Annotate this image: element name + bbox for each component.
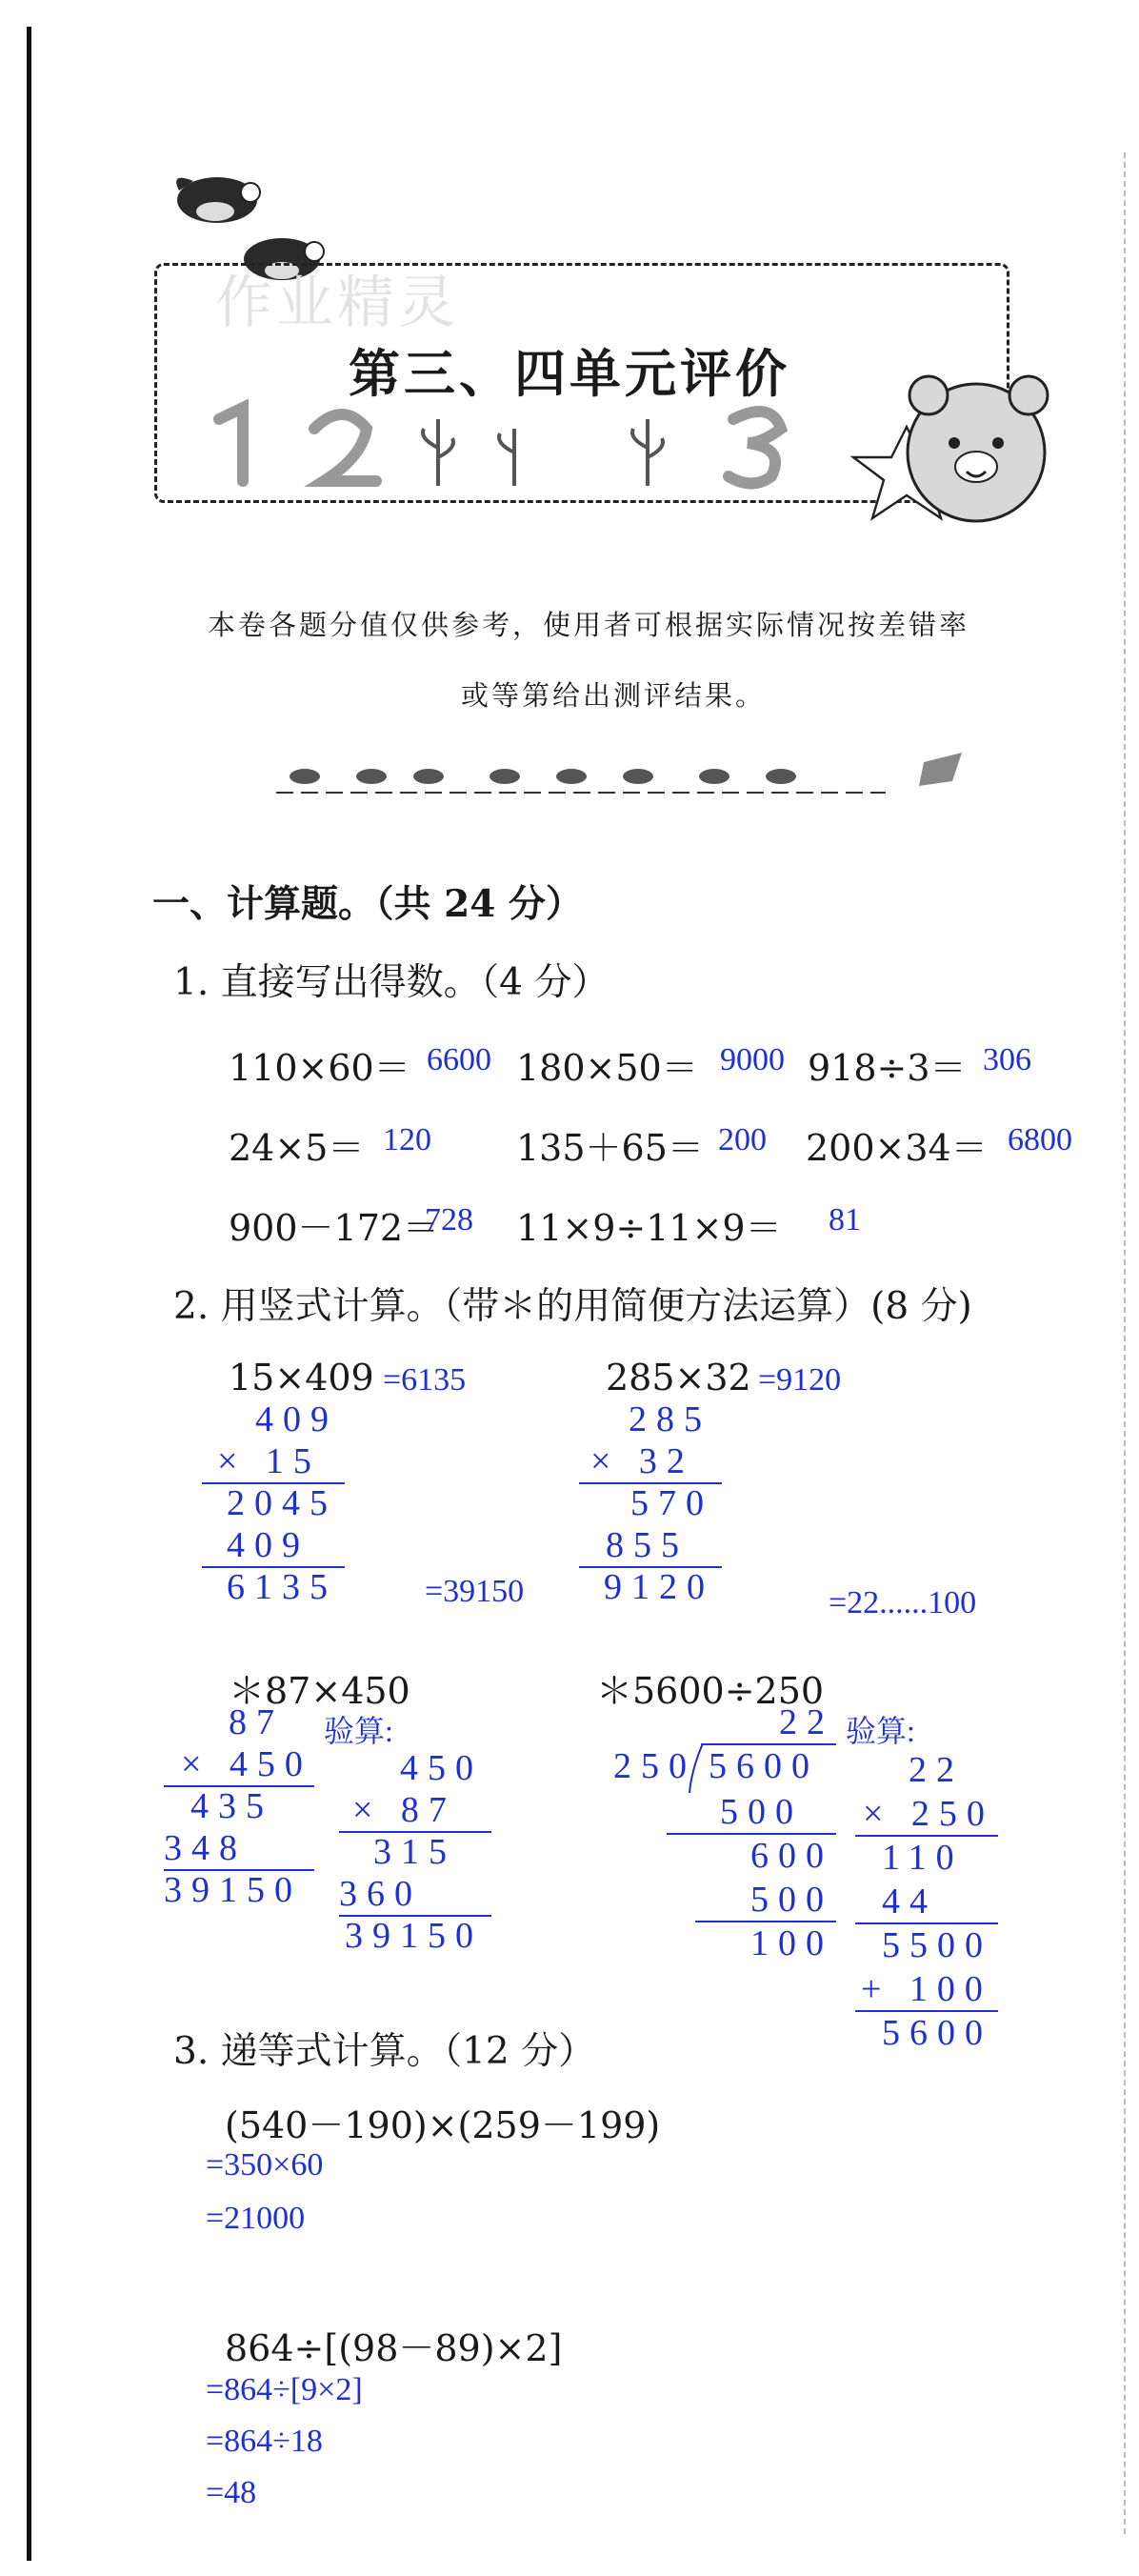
q2-p2-row: 285 (629, 1399, 711, 1439)
q2-p4-dividend: 5600 (709, 1746, 819, 1786)
q3-p2-step: =864÷[9×2] (206, 2372, 363, 2407)
q2-p2-row: 9120 (604, 1567, 714, 1607)
q2-p4-check-row: 44 (882, 1882, 937, 1922)
q2-label: 2. 用竖式计算。（带＊的用简便方法运算）(8 分) (173, 1285, 972, 1328)
q1-expr-5: 135＋65＝ (516, 1127, 704, 1169)
q3-p1-expr: (540－190)×(259－199) (225, 2104, 661, 2146)
q1-ans-8: 81 (829, 1202, 861, 1238)
q2-p3-expr: ＊87×450 (229, 1670, 410, 1712)
q2-p2-ans: =9120 (758, 1362, 842, 1398)
q1-expr-7: 900－172＝ (229, 1207, 440, 1249)
q2-p3-row: 87 (229, 1702, 284, 1742)
q2-p3-check-row: × 87 (352, 1790, 456, 1830)
q1-ans-5: 200 (718, 1122, 767, 1157)
q1-ans-7: 728 (425, 1202, 473, 1238)
q2-p1-row: 409 (227, 1525, 310, 1565)
bear-star-illustration (838, 362, 1076, 572)
q2-p3-check-label: 验算: (324, 1714, 393, 1748)
section-heading: 一、计算题。（共 24 分） (152, 882, 583, 926)
q2-p4-check-row: 5600 (882, 2013, 992, 2053)
page-title: 第三、四单元评价 (349, 343, 790, 404)
note-line-2: 或等第给出测评结果。 (461, 679, 767, 712)
q2-p4-check-row: + 100 (861, 1969, 992, 2009)
q1-ans-3: 306 (983, 1042, 1031, 1077)
q2-p3-row: 348 (164, 1828, 247, 1868)
q3-label: 3. 递等式计算。（12 分） (173, 2030, 596, 2073)
q2-p1-row: 409 (255, 1399, 338, 1439)
q2-p2-expr: 285×32 (606, 1357, 751, 1399)
q2-p3-check-row: 39150 (345, 1916, 483, 1956)
q2-p3-check-row: 360 (339, 1874, 422, 1914)
page-edge-bar (27, 27, 31, 2561)
q1-ans-6: 6800 (1008, 1122, 1072, 1157)
q2-p2-row: × 32 (590, 1441, 694, 1481)
q1-ans-2: 9000 (720, 1042, 785, 1077)
q2-p3-row: 39150 (164, 1870, 302, 1910)
q2-p4-check-row: 110 (882, 1838, 964, 1878)
q1-expr-1: 110×60＝ (229, 1047, 410, 1089)
q2-p4-expr: ＊5600÷250 (596, 1670, 825, 1712)
q2-p1-ans: =6135 (383, 1362, 467, 1398)
q2-p4-quotient: 22 (779, 1702, 834, 1742)
q3-p2-expr: 864÷[(98－89)×2] (225, 2327, 563, 2369)
q2-p2-row: 570 (630, 1483, 713, 1523)
q1-expr-2: 180×50＝ (516, 1047, 698, 1089)
note-line-1: 本卷各题分值仅供参考，使用者可根据实际情况按差错率 (208, 609, 970, 641)
q2-p1-expr: 15×409 (229, 1357, 374, 1399)
q2-p3-row: 435 (190, 1786, 273, 1826)
q2-p4-row: 100 (750, 1923, 833, 1963)
sprouts-divider (276, 734, 971, 810)
q2-p4-check-row: 5500 (882, 1925, 992, 1965)
q3-p2-step: =48 (206, 2475, 257, 2510)
q2-p4-check-row: 22 (909, 1750, 964, 1790)
binding-dashed-line (1124, 152, 1126, 2534)
q2-p4-row: 500 (720, 1792, 803, 1832)
q1-expr-6: 200×34＝ (806, 1127, 988, 1169)
q1-ans-4: 120 (383, 1122, 431, 1157)
q2-p1-row: 2045 (227, 1483, 337, 1523)
q2-p3-check-row: 315 (373, 1832, 456, 1872)
q1-ans-1: 6600 (427, 1042, 491, 1077)
q2-p4-check-row: × 250 (863, 1794, 994, 1834)
q2-p3-check-row: 450 (400, 1748, 483, 1788)
q3-p2-step: =864÷18 (206, 2424, 323, 2459)
q2-p4-row: 600 (750, 1836, 833, 1876)
q2-p2-extra: =22......100 (829, 1585, 977, 1620)
q1-expr-8: 11×9÷11×9＝ (516, 1207, 782, 1249)
q2-p2-row: 855 (606, 1525, 689, 1565)
q3-p1-step: =21000 (206, 2201, 306, 2236)
q2-p4-row: 500 (750, 1880, 833, 1920)
q3-p1-step: =350×60 (206, 2147, 324, 2183)
q2-p1-extra: =39150 (425, 1574, 525, 1609)
q2-p4-check-label: 验算: (846, 1714, 915, 1748)
q1-expr-3: 918÷3＝ (808, 1047, 967, 1089)
q2-p1-row: 6135 (227, 1567, 337, 1607)
numerals-decoration (200, 391, 819, 495)
watermark-text: 作业精灵 (215, 270, 459, 336)
q2-p4-divisor: 250 (613, 1746, 696, 1786)
q1-expr-4: 24×5＝ (229, 1127, 365, 1169)
q2-p3-row: × 450 (181, 1744, 312, 1784)
q2-p1-row: × 15 (217, 1441, 321, 1481)
q1-label: 1. 直接写出得数。（4 分） (173, 961, 609, 1004)
